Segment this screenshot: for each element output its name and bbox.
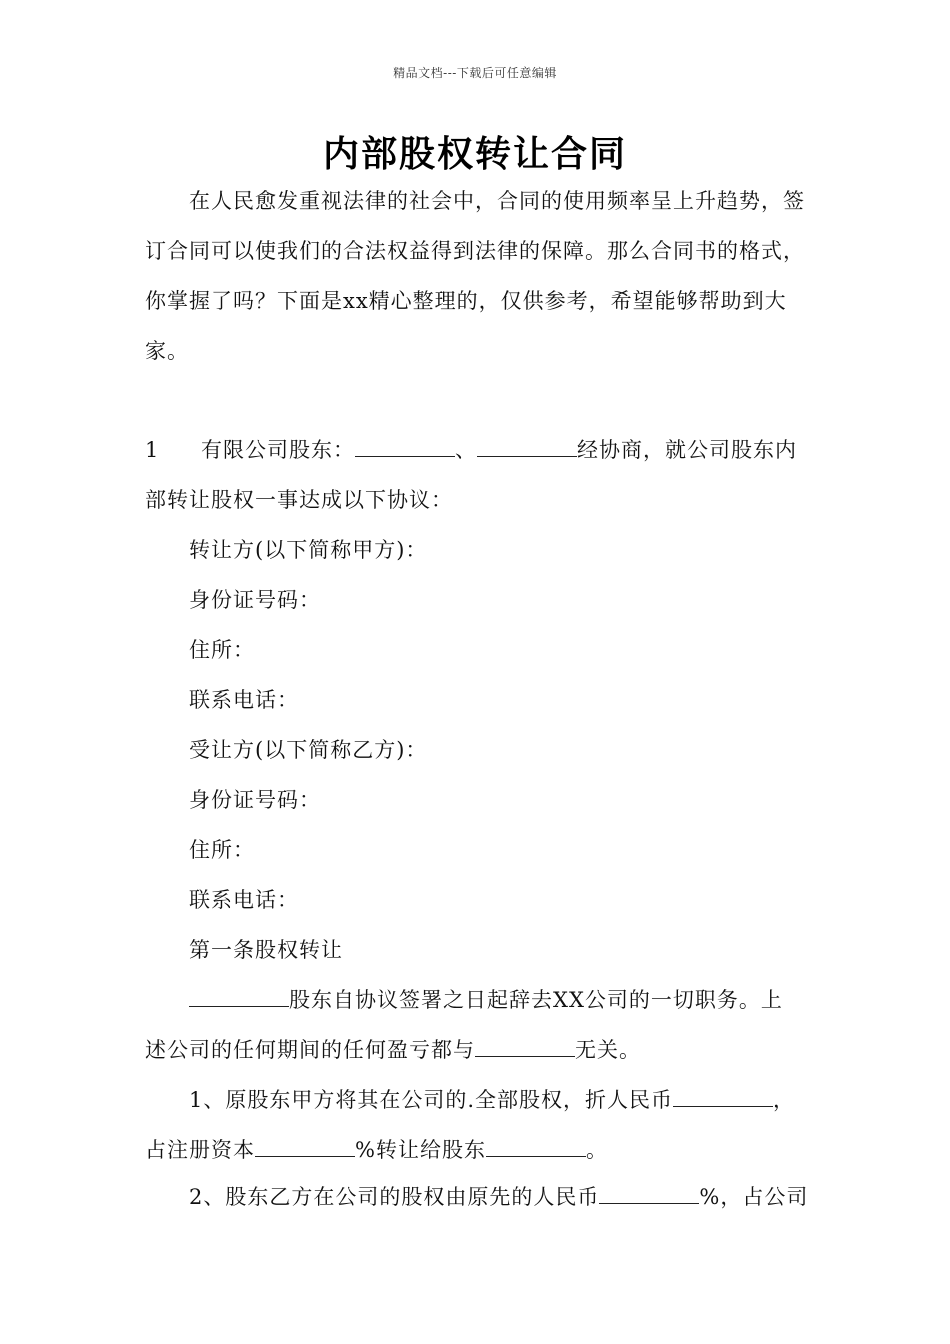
item-2-line-1 bbox=[189, 1172, 807, 1222]
blank-field bbox=[255, 1138, 355, 1157]
intro-paragraph: 在人民愈发重视法律的社会中，合同的使用频率呈上升趋势，签订合同可以使我们的合法权益得到法律的保障。那么合同书的格式，你掌握了吗？下面是xx精心整理的，仅供参考，希望能够帮助到大家。 bbox=[145, 189, 805, 363]
item-1-line-2 bbox=[145, 1125, 807, 1175]
article-1-text-b: 述公司的任何期间的任何盈亏都与 bbox=[145, 1038, 475, 1062]
item-1-text-e: 。 bbox=[585, 1138, 608, 1162]
item-1-text-a: 1、原股东甲方将其在公司的.全部股权，折人民币 bbox=[189, 1088, 674, 1112]
clause-1-line-2: 部转让股权一事达成以下协议： bbox=[145, 488, 453, 512]
transferor-address-label: 住所： bbox=[189, 638, 255, 662]
article-1-heading: 第一条股权转让 bbox=[189, 938, 343, 962]
item-2-text-a: 2、股东乙方在公司的股权由原先的人民币 bbox=[189, 1185, 600, 1209]
transferee-id-label: 身份证号码： bbox=[189, 788, 321, 812]
transferor-phone-label: 联系电话： bbox=[189, 688, 299, 712]
item-1-text-d: %转让给股东 bbox=[355, 1138, 486, 1162]
transferor-label: 转让方(以下简称甲方)： bbox=[189, 538, 428, 562]
blank-field bbox=[477, 438, 577, 457]
clause-1-text-a: 有限公司股东： bbox=[201, 438, 355, 462]
blank-field bbox=[599, 1185, 699, 1204]
transferor-id-label: 身份证号码： bbox=[189, 588, 321, 612]
blank-field bbox=[486, 1138, 586, 1157]
blank-field bbox=[673, 1088, 773, 1107]
blank-field bbox=[475, 1038, 575, 1057]
item-1-line-1 bbox=[189, 1075, 807, 1125]
document-title: 内部股权转让合同 bbox=[322, 134, 627, 175]
article-1-text-c: 无关。 bbox=[575, 1038, 641, 1062]
article-1-para-1-line-2 bbox=[145, 1025, 807, 1075]
transferee-address-label: 住所： bbox=[189, 838, 255, 862]
article-1-text-a: 股东自协议签署之日起辞去XX公司的一切职务。上 bbox=[289, 988, 783, 1012]
article-1-para-1-line-1 bbox=[189, 975, 807, 1025]
blank-field bbox=[355, 438, 455, 457]
separator: 、 bbox=[455, 438, 477, 462]
section-number: 1 bbox=[145, 438, 160, 462]
item-1-text-b: ， bbox=[773, 1088, 796, 1112]
blank-field bbox=[189, 988, 289, 1007]
transferee-label: 受让方(以下简称乙方)： bbox=[189, 738, 428, 762]
transferee-phone-label: 联系电话： bbox=[189, 888, 299, 912]
item-1-text-c: 占注册资本 bbox=[145, 1138, 255, 1162]
clause-1-line-1 bbox=[145, 425, 807, 475]
header-note: 精品文档---下载后可任意编辑 bbox=[393, 66, 557, 80]
clause-1-text-b: 经协商，就公司股东内 bbox=[577, 438, 797, 462]
item-2-text-b: %，占公司 bbox=[699, 1185, 809, 1209]
